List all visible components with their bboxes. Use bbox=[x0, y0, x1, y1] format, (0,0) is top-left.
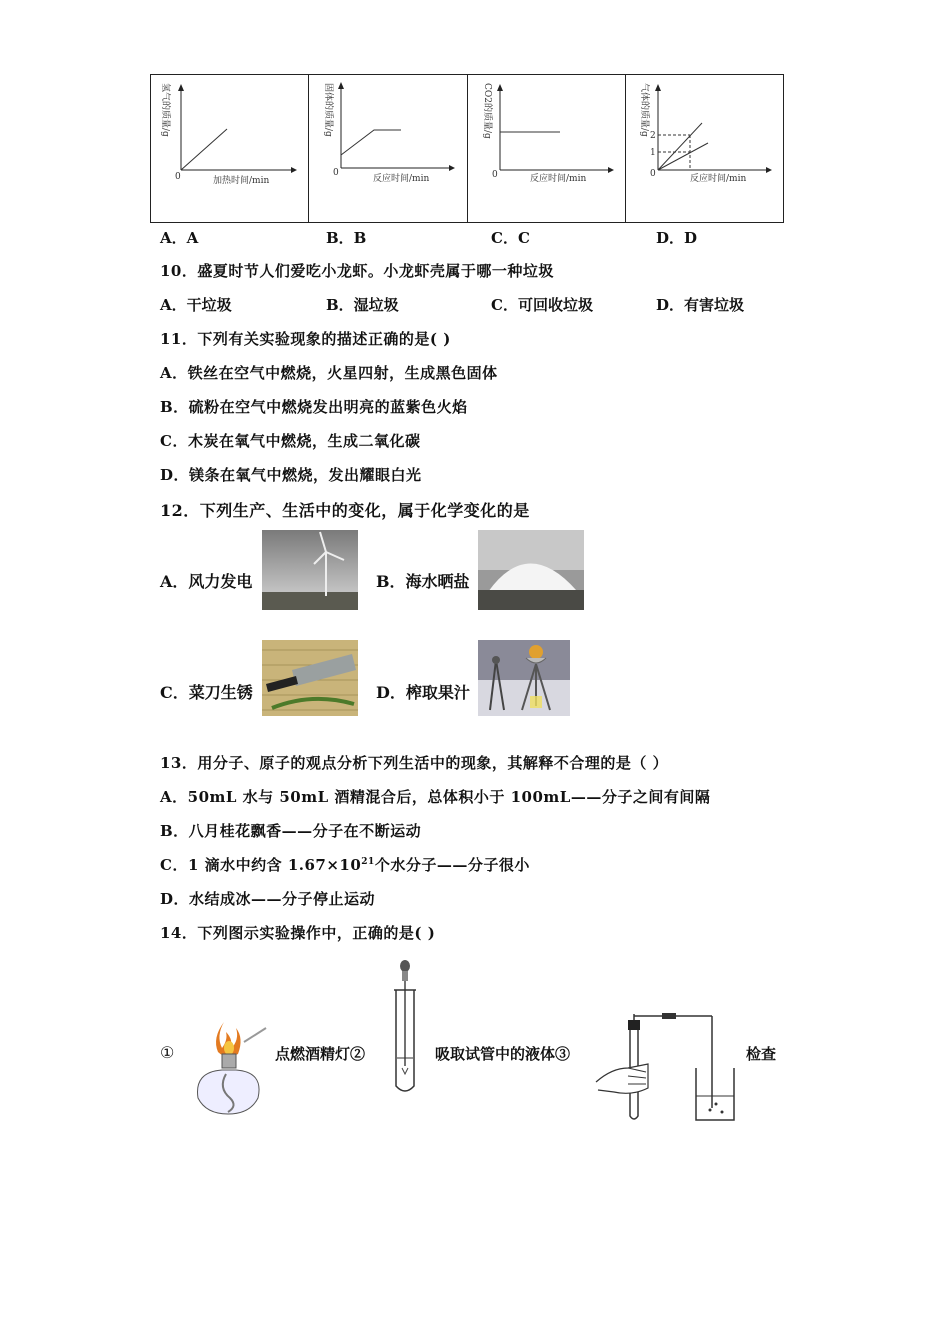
q10-option-d[interactable]: D．有害垃圾 bbox=[656, 296, 745, 314]
graph-d-xlabel: 反应时间/min bbox=[689, 174, 746, 184]
q12-stem: 12．下列生产、生活中的变化，属于化学变化的是 bbox=[160, 501, 530, 520]
q13-c-exponent: 21 bbox=[361, 857, 375, 867]
q13-option-d[interactable]: D．水结成冰——分子停止运动 bbox=[160, 890, 376, 908]
graph-d bbox=[626, 75, 783, 222]
q11-option-c[interactable]: C．木炭在氧气中燃烧，生成二氧化碳 bbox=[160, 432, 421, 450]
q13-option-a[interactable]: A．50mL 水与 50mL 酒精混合后，总体积小于 100mL——分子之间有间隔 bbox=[160, 788, 711, 806]
salt-pile-photo bbox=[478, 530, 584, 610]
q14-num-1: ① bbox=[160, 1043, 175, 1062]
graph-c-ylabel: CO2的质量/g bbox=[481, 83, 492, 139]
q12-option-a[interactable]: A．风力发电 bbox=[160, 572, 253, 591]
graph-d-tick-1: 1 bbox=[649, 148, 656, 158]
q12-option-b[interactable]: B．海水晒盐 bbox=[376, 572, 470, 591]
q14-label-3: 检查 bbox=[746, 1045, 777, 1063]
q10-option-b[interactable]: B．湿垃圾 bbox=[326, 296, 399, 314]
q14-label-1: 点燃酒精灯② bbox=[275, 1045, 366, 1063]
q13-stem: 13．用分子、原子的观点分析下列生活中的现象，其解释不合理的是（ ） bbox=[160, 754, 669, 772]
graph-b-ylabel: 固体的质量/g bbox=[323, 83, 334, 137]
graph-grid bbox=[150, 74, 784, 223]
q12-option-c[interactable]: C．菜刀生锈 bbox=[160, 683, 253, 702]
q13-c-post: 个水分子——分子很小 bbox=[374, 856, 530, 874]
q11-option-d[interactable]: D．镁条在氧气中燃烧，发出耀眼白光 bbox=[160, 466, 422, 484]
kitchen-knife-photo bbox=[262, 640, 358, 716]
q10-option-a[interactable]: A．干垃圾 bbox=[160, 296, 232, 314]
graph-c bbox=[468, 75, 626, 222]
q10-option-c[interactable]: C．可回收垃圾 bbox=[491, 296, 593, 314]
q9-option-a[interactable]: A．A bbox=[160, 229, 199, 247]
graph-c-xlabel: 反应时间/min bbox=[529, 174, 586, 184]
q9-option-d[interactable]: D．D bbox=[656, 229, 698, 247]
alcohol-lamp-figure bbox=[186, 1018, 270, 1118]
q14-label-2: 吸取试管中的液体③ bbox=[435, 1045, 571, 1063]
graph-d-ylabel: 气体的质量/g bbox=[638, 83, 649, 137]
q13-option-c[interactable] bbox=[160, 854, 530, 875]
graph-a-xlabel: 加热时间/min bbox=[213, 176, 270, 186]
q9-option-c[interactable]: C．C bbox=[491, 229, 530, 247]
juicer-photo bbox=[478, 640, 570, 716]
q12-option-d[interactable]: D．榨取果汁 bbox=[376, 683, 470, 702]
graph-b bbox=[309, 75, 467, 222]
q10-stem: 10．盛夏时节人们爱吃小龙虾。小龙虾壳属于哪一种垃圾 bbox=[160, 262, 554, 280]
graph-b-origin: 0 bbox=[333, 168, 339, 178]
graph-a-ylabel: 氢气的质量/g bbox=[160, 83, 170, 137]
graph-d-tick-2: 2 bbox=[649, 131, 656, 141]
dropper-testtube-figure bbox=[390, 958, 420, 1098]
q11-option-b[interactable]: B．硫粉在空气中燃烧发出明亮的蓝紫色火焰 bbox=[160, 398, 468, 416]
q11-stem: 11．下列有关实验现象的描述正确的是( ) bbox=[160, 330, 451, 348]
q13-c-pre: C．1 滴水中约含 1.67×10 bbox=[160, 856, 362, 874]
graph-b-xlabel: 反应时间/min bbox=[373, 174, 430, 184]
q9-option-b[interactable]: B．B bbox=[326, 229, 367, 247]
q11-option-a[interactable]: A．铁丝在空气中燃烧，火星四射，生成黑色固体 bbox=[160, 364, 498, 382]
wind-turbine-photo bbox=[262, 530, 358, 610]
graph-a-origin: 0 bbox=[175, 172, 181, 182]
airtightness-check-figure bbox=[592, 1012, 742, 1124]
graph-d-origin: 0 bbox=[649, 169, 656, 179]
q14-stem: 14．下列图示实验操作中，正确的是( ) bbox=[160, 924, 436, 942]
graph-c-origin: 0 bbox=[491, 170, 498, 180]
q13-option-b[interactable]: B．八月桂花飘香——分子在不断运动 bbox=[160, 822, 422, 840]
graph-a bbox=[151, 75, 309, 222]
